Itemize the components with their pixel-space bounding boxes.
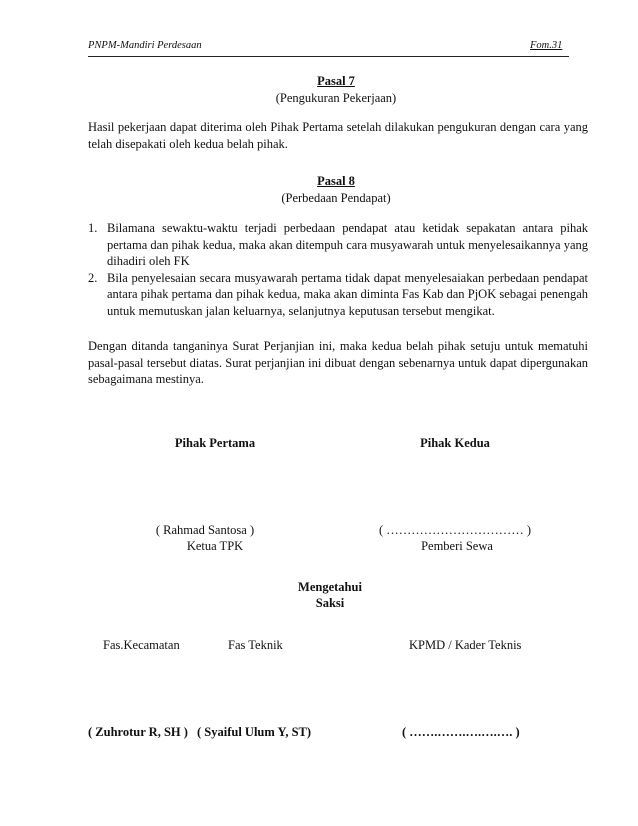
list-item-text: Bilamana sewaktu-waktu terjadi perbedaan pendapat atau ketidak sepakatan antara pihak pertama dan pihak kedua, maka akan ditempuh cara musyawarah untuk menyelesaikannya yang dihadiri oleh FK [107,221,588,268]
pihak-pertama-label: Pihak Pertama [174,436,256,450]
list-item [88,220,588,270]
header-left: PNPM-Mandiri Perdesaan [88,40,202,51]
pasal-7-title: Pasal 7 [317,74,355,88]
pasal-8-list [88,220,588,319]
witness-name-2: ( Syaiful Ulum Y, ST) [197,725,312,739]
witness-name-1: ( Zuhrotur R, SH ) [88,725,188,739]
list-item [88,270,588,320]
pasal-7-subtitle: (Pengukuran Pekerjaan) [275,91,397,105]
pihak-pertama-name: ( Rahmad Santosa ) [155,523,255,537]
witness-role-fas-kecamatan: Fas.Kecamatan [103,638,180,652]
list-item-text: Bila penyelesaian secara musyawarah pertama tidak dapat menyelesaiakan perbedaan pendapat antara pihak pertama dan pihak kedua, maka akan diminta Fas Kab dan PjOK sebagai penengah untuk memutuskan jalan keluarnya, selanjutnya keputusan tersebut mengikat. [107,270,588,318]
witness-role-fas-teknik: Fas Teknik [228,638,283,652]
pasal-8-title: Pasal 8 [317,174,355,188]
mengetahui-label: Mengetahui [298,580,362,594]
list-item-number: 1. [88,221,98,235]
pasal-7-text: Hasil pekerjaan dapat diterima oleh Pihak Pertama setelah dilakukan pengukuran dengan cara yang telah disepakati oleh kedua belah pihak. [88,120,588,151]
header-divider [88,56,569,57]
pihak-pertama-role: Ketua TPK [186,539,244,553]
witness-role-kpmd: KPMD / Kader Teknis [409,638,522,652]
pihak-kedua-role: Pemberi Sewa [421,539,493,553]
form-number: Fom.31 [530,40,563,51]
pihak-kedua-name: ( …………………………… ) [378,523,532,537]
saksi-label: Saksi [315,596,345,610]
pasal-8-subtitle: (Perbedaan Pendapat) [281,191,391,205]
list-item-number: 2. [88,270,98,285]
witness-name-3: ( …….…….….….…. ) [402,725,520,739]
closing-paragraph: Dengan ditanda tanganinya Surat Perjanjian ini, maka kedua belah pihak setuju untuk mematuhi pasal-pasal tersebut diatas. Surat perjanjian ini dibuat dengan sebenarnya untuk dapat dipergunakan sebagaimana mestinya. [88,339,588,386]
pihak-kedua-label: Pihak Kedua [420,436,490,450]
